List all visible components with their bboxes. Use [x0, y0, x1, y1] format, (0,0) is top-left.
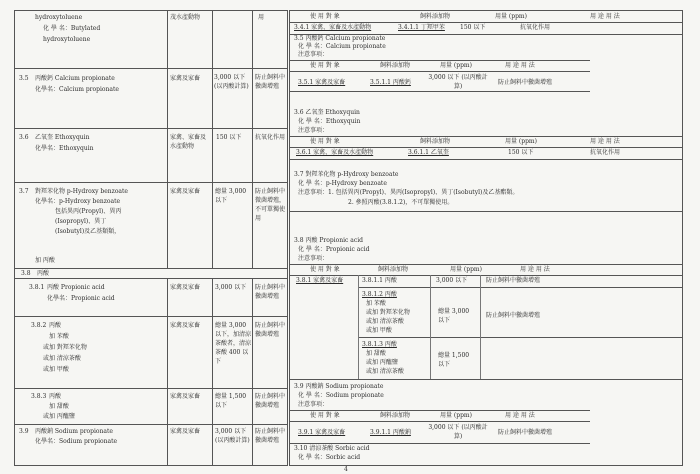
row-text: 化學名：Calcium propionate: [35, 86, 119, 93]
row-text: 家禽、家畜及水產動物: [170, 134, 207, 150]
table-cell: 防止飼料中黴菌增殖: [486, 277, 541, 284]
table-cell: 150 以下: [460, 24, 486, 31]
table-cell: 或加 甲酸: [366, 327, 392, 334]
row-text: 加 甜酸: [49, 403, 69, 410]
row-text: 乙氧奎 Ethoxyquin: [35, 134, 90, 141]
table-cell: 總量 3,000 以下: [438, 308, 470, 324]
row-text: 3.7: [19, 188, 29, 195]
table-row: [15, 316, 287, 389]
table-cell: 3,000 以下 (以丙酸計算): [428, 74, 488, 90]
table-header-cell: 使 用 對 象: [310, 412, 340, 419]
row-text: 化學名：Sodium propionate: [35, 438, 118, 445]
table-cell: 防止飼料中黴菌增殖: [486, 312, 541, 319]
row-text: 防止飼料中黴菌增殖: [255, 428, 286, 444]
table-header-cell: 用量 (ppm): [505, 138, 537, 145]
section-title: 3.7 對羥苯化物 p-Hydroxy benzoate: [294, 171, 399, 178]
row-text: 抗氧化作用: [255, 134, 286, 141]
table-cell: 3,000 以下: [436, 277, 468, 284]
row-text: 家禽及家畜: [170, 428, 201, 435]
table-row: [15, 182, 287, 269]
table-header-cell: 飼料添加物: [380, 62, 411, 69]
table-header-cell: 用量 (ppm): [440, 62, 472, 69]
table-cell: 3.4.1.1 丁羥甲苯: [398, 24, 445, 31]
row-text: 3.9: [19, 428, 29, 435]
row-text: hydroxytoluene: [43, 36, 91, 43]
note-label: 注意事項：: [298, 127, 329, 134]
chem-name: 化 學 名：Calcium propionate: [298, 43, 386, 50]
row-text: 總量 3,000 以下，加清涼茶酸者，清涼茶酸 400 以下: [215, 322, 252, 365]
row-text: 防止飼料中黴菌增殖: [255, 322, 286, 338]
table-cell: 3.8.1 家禽及家畜: [296, 277, 344, 284]
table-header-cell: 用量 (ppm): [450, 266, 482, 273]
table-cell: 抗氧化作用: [520, 24, 551, 31]
row-text: 家禽及家畜: [170, 75, 201, 82]
table-row: [15, 68, 287, 129]
row-text: hydroxytoluene: [35, 14, 83, 21]
table-cell: 抗氧化作用: [590, 149, 621, 156]
row-text: 化學名：p-Hydroxy benzoate: [35, 198, 121, 205]
right-panel: [289, 10, 683, 466]
chem-name: 化 學 名：Sorbic acid: [298, 454, 361, 461]
chem-name: 化 學 名：p-Hydroxy benzoate: [298, 180, 387, 187]
row-text: (Isopropyl)、異丁: [55, 218, 107, 225]
row-text: 家禽及家畜: [170, 284, 201, 291]
row-text: 或加 對羥苯化物: [43, 344, 87, 351]
row-text: 3.8: [21, 270, 31, 277]
table-cell: 3.9.1.1 丙酸鈉: [370, 429, 411, 436]
row-text: 3.8.1: [29, 284, 45, 291]
table-header-cell: 使 用 對 象: [310, 62, 340, 69]
table-header-cell: 使 用 對 象: [310, 13, 340, 20]
note-label: 注意事項：: [298, 51, 329, 58]
table-header-cell: 用 途 用 法: [520, 266, 550, 273]
row-text: 防止飼料中黴菌增殖: [255, 74, 286, 90]
row-text: 化 學 名：Butylated: [43, 25, 101, 32]
row-text: 加 苯酸: [49, 333, 69, 340]
section-title: 3.5 丙酸鈣 Calcium propionate: [294, 35, 386, 42]
row-text: 3,000 以下 (以丙酸計算): [215, 428, 250, 444]
row-text: 包括異丙(Propyl)、異丙: [55, 208, 122, 215]
row-text: 或加 丙醯鹽: [43, 413, 75, 420]
row-text: 對羥苯化物 p-Hydroxy benzoate: [35, 188, 128, 195]
table-cell: 防止飼料中黴菌增殖: [498, 429, 553, 436]
table-header-cell: 飼料添加物: [380, 412, 411, 419]
section-title: 3.10 清涼茶酸 Sorbic acid: [294, 445, 370, 452]
chem-name: 化 學 名：Propionic acid: [298, 246, 370, 253]
table-cell: 或加 丙醯鹽: [366, 359, 398, 366]
row-text: 3.8.3: [31, 393, 47, 400]
table-cell: 3,000 以下 (以丙酸計算): [428, 424, 488, 440]
left-table: [14, 10, 288, 466]
table-cell: 3.6.1 家禽、家畜及水產動物: [296, 149, 374, 156]
row-text: 化學名：Ethoxyquin: [35, 145, 94, 152]
row-text: 丙酸鈣 Calcium propionate: [35, 75, 115, 82]
row-text: 3,000 以下 (以丙酸計算): [214, 74, 249, 90]
table-cell: 總量 1,500 以下: [438, 352, 470, 368]
note-label: 注意事項：: [298, 401, 329, 408]
page-number: 4: [344, 466, 348, 473]
row-text: 總量 1,500 以下: [215, 393, 247, 409]
row-text: 防止飼料中微菌增殖，不可單獨使用: [255, 188, 286, 222]
table-header-cell: 使 用 對 象: [310, 266, 340, 273]
row-text: 茂水產動物: [170, 14, 201, 21]
table-header-cell: 用量 (ppm): [440, 412, 472, 419]
table-cell: 或加 對羥苯化物: [366, 309, 410, 316]
table-cell: 或加 清涼茶酸: [366, 318, 404, 325]
row-text: 防止飼料中黴菌增殖: [255, 393, 286, 409]
row-text: 總量 3,000 以下: [215, 188, 247, 204]
row-text: 3.8.2: [31, 322, 47, 329]
table-cell: 3.5.1.1 丙酸鈣: [370, 79, 411, 86]
note-label: 注意事項：: [298, 255, 329, 262]
table-header-cell: 用 途 用 法: [505, 62, 535, 69]
table-header-cell: 飼料添加物: [378, 266, 409, 273]
row-text: 150 以下: [216, 134, 242, 141]
table-row: [15, 11, 287, 68]
table-cell: 3.5.1 家禽及家畜: [298, 79, 346, 86]
row-text: 用: [258, 14, 265, 21]
table-cell: 3.6.1.1 乙氧奎: [408, 149, 449, 156]
note-text: 2. 參照丙酸(3.8.1.2)，不可單獨使用。: [348, 199, 454, 206]
table-row: [15, 424, 287, 466]
row-text: 化學名：Propionic acid: [47, 295, 115, 302]
table-row: [15, 128, 287, 183]
row-text: 家禽及家畜: [170, 188, 201, 195]
row-text: 加 丙酸: [35, 257, 55, 264]
table-header-cell: 用 途 用 法: [590, 13, 620, 20]
table-header-cell: 用 途 用 法: [590, 138, 620, 145]
row-text: 丙酸: [49, 393, 62, 400]
section-title: 3.6 乙氧奎 Ethoxyquin: [294, 109, 360, 116]
table-cell: 3.8.1.1 丙酸: [362, 277, 397, 284]
row-text: 家禽及家畜: [170, 393, 201, 400]
table-header-cell: 飼料添加物: [420, 138, 451, 145]
row-text: 3.5: [19, 75, 29, 82]
table-cell: 加 苯酸: [366, 300, 386, 307]
table-header-cell: 用 途 用 法: [505, 412, 535, 419]
table-cell: 150 以下: [508, 149, 534, 156]
table-cell: 3.9.1 家禽及家畜: [298, 429, 346, 436]
note-text: 注意事項：1. 包括異丙(Propyl)、異丙(Isopropyl)、異丁(Isobutyl)及乙基酯類。: [298, 189, 519, 196]
row-text: 丙酸鈉 Sodium propionate: [35, 428, 113, 435]
table-header-cell: 使 用 對 象: [310, 138, 340, 145]
table-cell: 加 甜酸: [366, 350, 386, 357]
row-text: 防止飼料中黴菌增殖: [255, 284, 286, 300]
table-cell: 防止飼料中黴菌增殖: [498, 79, 553, 86]
row-text: 3.6: [19, 134, 29, 141]
table-cell: 或加 清涼茶酸: [366, 368, 404, 375]
row-text: 或加 清涼茶酸: [43, 355, 81, 362]
row-text: 3,000 以下: [215, 284, 247, 291]
row-text: 家禽及家畜: [170, 322, 201, 329]
table-cell: 3.4.1 家禽、家畜及水產動物: [294, 24, 372, 31]
row-text: 丙酸: [37, 270, 50, 277]
row-text: 丙酸: [49, 322, 62, 329]
table-cell: 3.8.1.2 丙酸: [362, 291, 397, 298]
section-title: 3.9 丙酸鈉 Sodium propionate: [294, 383, 384, 390]
chem-name: 化 學 名：Ethoxyquin: [298, 118, 361, 125]
section-title: 3.8 丙酸 Propionic acid: [294, 237, 363, 244]
row-text: 丙酸 Propionic acid: [47, 284, 105, 291]
table-header-cell: 用量 (ppm): [495, 13, 527, 20]
table-header-cell: 飼料添加物: [420, 13, 451, 20]
chem-name: 化 學 名：Sodium propionate: [298, 392, 384, 399]
table-cell: 3.8.1.3 丙酸: [362, 341, 397, 348]
row-text: (Isobutyl)及乙基類類，: [55, 228, 121, 235]
table-row: [15, 278, 287, 317]
row-text: 或加 甲酸: [43, 366, 69, 373]
table-row: [15, 388, 287, 425]
